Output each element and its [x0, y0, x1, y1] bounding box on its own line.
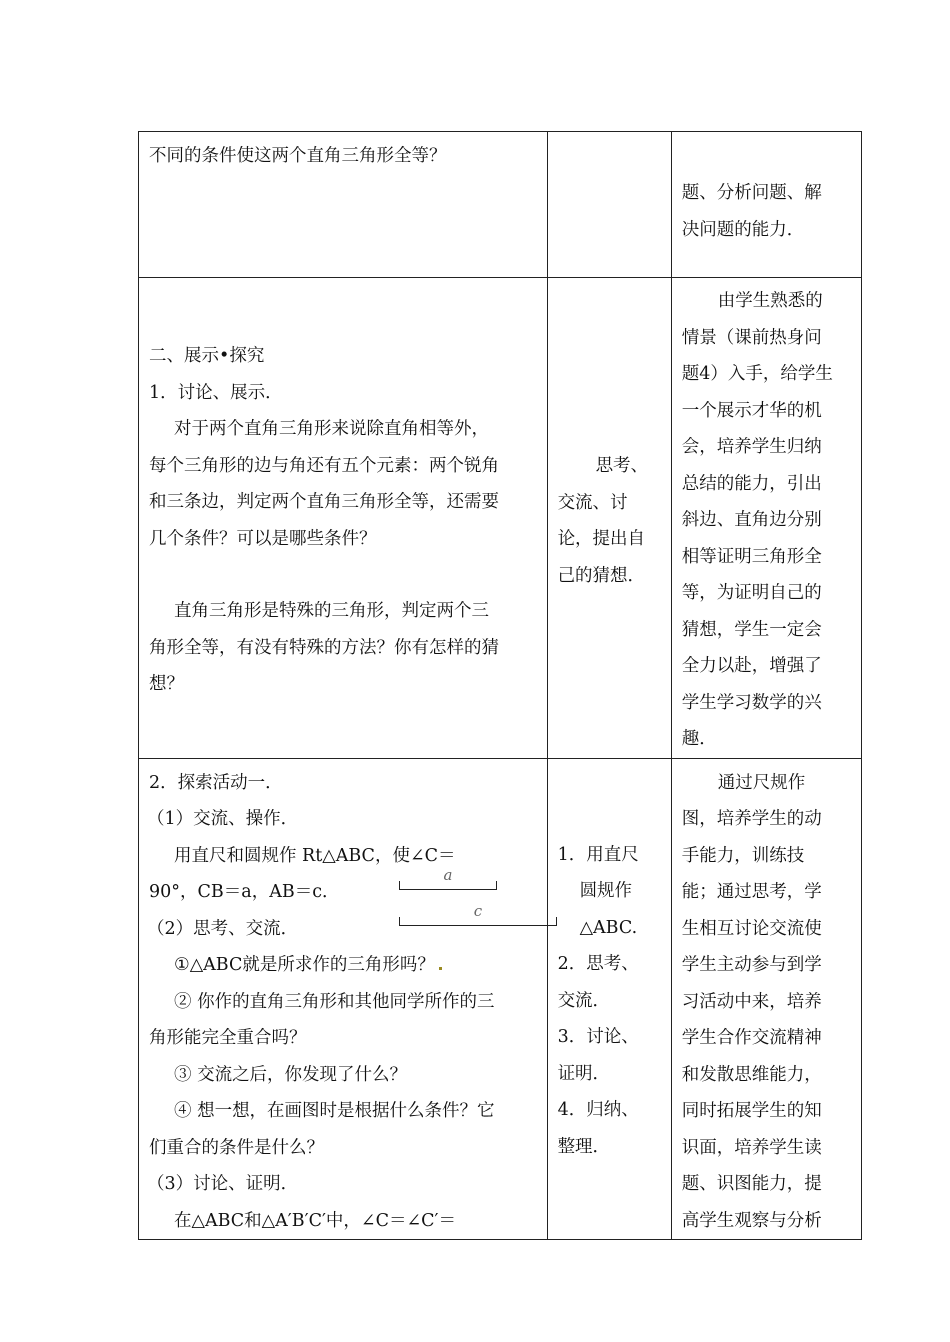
student-cell [547, 132, 671, 278]
text-line: 论，提出自 [557, 529, 646, 549]
text-line: 3．讨论、 [557, 1027, 639, 1047]
text-line: 己的猜想． [557, 565, 646, 586]
text-line: △ABC. [579, 917, 638, 938]
text-line: 一个展示才华的机 [681, 400, 822, 421]
intent-cell [671, 132, 861, 278]
text-line: 题、识图能力，提 [681, 1174, 822, 1194]
text-line: 圆规作 [579, 881, 633, 901]
text-line: （1）交流、操作． [147, 809, 299, 829]
activity-cell [139, 758, 548, 1240]
segment-c [399, 901, 557, 926]
activity-cell [139, 132, 548, 278]
text-line: 情景（课前热身问 [681, 327, 822, 348]
text-line: ② 你作的直角三角形和其他同学所作的三 [174, 991, 495, 1012]
text-line: 生相互讨论交流使 [681, 918, 822, 939]
text-line: 通过尺规作 [717, 772, 806, 793]
table-row [139, 132, 862, 278]
text-line: （3）讨论、证明． [147, 1174, 299, 1194]
text-line: 等，为证明自己的 [681, 583, 822, 603]
text-line: 2．思考、 [557, 954, 639, 974]
text-line: 趣． [681, 729, 717, 749]
text-line: 决问题的能力． [681, 219, 805, 240]
text-line: 图，培养学生的动 [681, 809, 822, 829]
text-line: 全力以赴，增强了 [681, 656, 822, 676]
text-line: 总结的能力，引出 [681, 473, 822, 494]
segment-a [399, 865, 497, 890]
activity-cell [139, 278, 548, 759]
text-line: 们重合的条件是什么？ [149, 1137, 324, 1158]
text-line: 和三条边，判定两个直角三角形全等，还需要 [149, 492, 499, 512]
text-line: 思考、 [595, 456, 649, 476]
text-line: 在△ABC和△A′B′C′中，∠C＝∠C′＝ [174, 1210, 457, 1231]
intent-cell [671, 278, 861, 759]
text-line: 相等证明三角形全 [681, 546, 822, 567]
text-line: （2）思考、交流． [147, 918, 299, 939]
table-row [139, 758, 862, 1240]
text-line: 能；通过思考，学 [681, 882, 822, 902]
text-line: 证明． [557, 1063, 611, 1084]
text-line: 题、分析问题、解 [681, 183, 822, 203]
text-line: 同时拓展学生的知 [681, 1101, 822, 1121]
text-line: 90°，CB＝a，AB＝c． [149, 882, 340, 902]
text-line: 学生学习数学的兴 [681, 692, 822, 713]
text-line: ③ 交流之后，你发现了什么？ [174, 1064, 408, 1085]
text-line: 不同的条件使这两个直角三角形全等？ [149, 146, 447, 166]
text-line: 和发散思维能力， [681, 1064, 822, 1085]
text-line: 想？ [149, 674, 184, 694]
lesson-plan-table [138, 131, 862, 1240]
table-row [139, 278, 862, 759]
text-line: 角形能完全重合吗？ [149, 1028, 307, 1048]
student-cell [547, 758, 671, 1240]
text-line: 习活动中来，培养 [681, 991, 822, 1012]
text-line: 由学生熟悉的 [717, 291, 823, 311]
text-line: 交流、讨 [557, 492, 628, 513]
intent-cell [671, 758, 861, 1240]
text-line: 学生主动参与到学 [681, 955, 822, 975]
text-line: 高学生观察与分析 [681, 1210, 822, 1231]
section-heading: 二、展示•探究 [149, 346, 265, 366]
text-line: 1．用直尺 [557, 844, 639, 865]
text-line: 对于两个直角三角形来说除直角相等外， [174, 419, 489, 439]
text-line [139, 947, 547, 984]
text-line: 每个三角形的边与角还有五个元素：两个锐角 [149, 455, 499, 476]
text-line: 直角三角形是特殊的三角形，判定两个三 [174, 601, 489, 621]
text-line: 角形全等，有没有特殊的方法？你有怎样的猜 [149, 637, 499, 658]
student-cell [547, 278, 671, 759]
text-line: 整理． [557, 1136, 611, 1157]
text-line: 会，培养学生归纳 [681, 437, 822, 457]
text-line: 猜想，学生一定会 [681, 619, 822, 640]
text-line: 学生合作交流精神 [681, 1028, 822, 1048]
question-1: ①△ABC就是所求作的三角形吗？ [174, 955, 435, 975]
text-line: 4．归纳、 [557, 1100, 639, 1120]
text-line: 2．探索活动一． [149, 772, 283, 793]
text-line: 1．讨论、展示． [149, 382, 283, 403]
mark-dot [439, 967, 442, 970]
segment-c-label: c [473, 901, 483, 920]
text-line: ④ 想一想，在画图时是根据什么条件？它 [174, 1101, 495, 1121]
text-line: 题4）入手，给学生 [681, 364, 833, 384]
text-line: 手能力，训练技 [681, 845, 805, 866]
text-line: 斜边、直角边分别 [681, 510, 822, 530]
text-line: 交流． [557, 990, 611, 1011]
text-line: 用直尺和圆规作 Rt△ABC，使∠C＝ [174, 845, 456, 866]
text-line: 几个条件？可以是哪些条件？ [149, 528, 377, 549]
segment-a-label: a [443, 865, 453, 884]
text-line: 识面，培养学生读 [681, 1137, 822, 1158]
